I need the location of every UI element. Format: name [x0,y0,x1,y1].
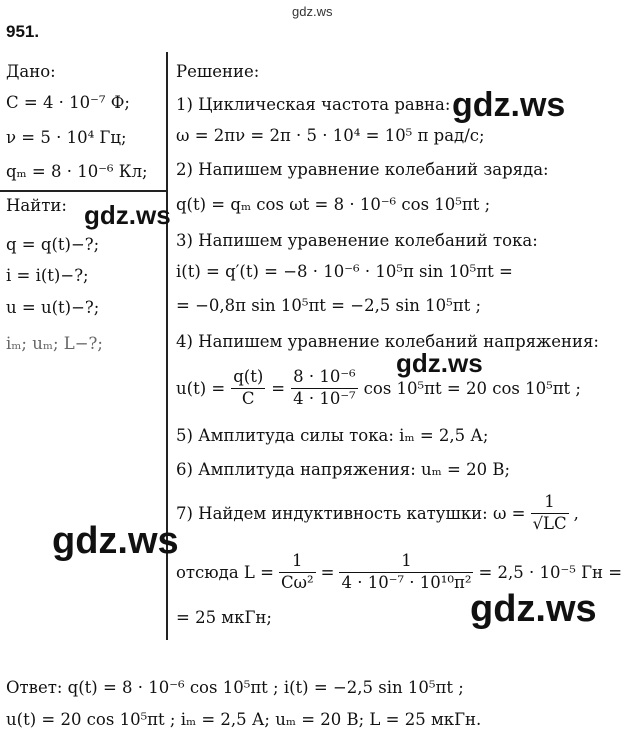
given-find-divider [0,190,166,192]
equals-sign: = [271,378,286,398]
step-7 [176,492,579,534]
solution-header: Решение: [176,62,260,81]
step-7-text: 7) Найдем индуктивность катушки: ω = [176,503,526,523]
find-line: q = q(t)−?; [6,235,100,254]
find-line: u = u(t)−?; [6,298,100,317]
given-line: C = 4 · 10⁻⁷ Ф; [6,93,130,112]
answer-line-2: u(t) = 20 cos 10⁵πt ; iₘ = 2,5 А; uₘ = 20 В; L = 25 мкГн. [6,710,482,729]
fraction-numerator: q(t) [231,367,265,389]
given-header: Дано: [6,62,56,81]
step-8-rest: = 2,5 · 10⁻⁵ Гн = [478,562,623,582]
step-4-rest: cos 10⁵πt = 20 cos 10⁵πt ; [363,378,581,398]
given-line: qₘ = 8 · 10⁻⁶ Кл; [6,162,148,181]
fraction-numerator: 8 · 10⁻⁶ [291,367,358,389]
fraction-values [291,367,358,409]
step-3: 3) Напишем уравенение колебаний тока: [176,231,538,250]
comma: , [573,503,579,523]
fraction-denominator: √LC [532,513,567,533]
step-4-lhs: u(t) = [176,378,226,398]
step-8-result: = 25 мкГн; [176,608,272,627]
step-2-equation: q(t) = qₘ cos ωt = 8 · 10⁻⁶ cos 10⁵πt ; [176,195,491,214]
step-4-equation [176,367,581,409]
watermark: gdz.ws [84,200,171,230]
fraction-numerator: 1 [531,492,569,514]
site-label: gdz.ws [292,4,333,19]
fraction-one-over-c-omega [279,551,316,593]
step-6: 6) Амплитуда напряжения: uₘ = 20 В; [176,460,511,479]
fraction-q-over-c [231,367,265,409]
problem-number: 951. [6,22,40,41]
answer-line-1: Ответ: q(t) = 8 · 10⁻⁶ cos 10⁵πt ; i(t) = −2,5 sin 10⁵πt ; [6,678,464,697]
step-5: 5) Амплитуда силы тока: iₘ = 2,5 А; [176,426,489,445]
step-1: 1) Циклическая частота равна: [176,95,451,114]
watermark: gdz.ws [452,86,566,124]
fraction-denominator: C [241,388,255,408]
fraction-one-over-sqrt-lc [531,492,569,534]
fraction-numerator: 1 [279,551,316,573]
step-4: 4) Напишем уравнение колебаний напряжения: [176,332,599,351]
step-1-equation: ω = 2πν = 2π · 5 · 10⁴ = 10⁵ π рад/с; [176,126,485,145]
given-line: ν = 5 · 10⁴ Гц; [6,128,127,147]
fraction-denominator: 4 · 10⁻⁷ [293,388,356,408]
step-8-lhs: отсюда L = [176,562,274,582]
equals-sign: = [320,562,335,582]
step-3-equation-1: i(t) = q′(t) = −8 · 10⁻⁶ · 10⁵π sin 10⁵πt = [176,262,513,281]
step-3-equation-2: = −0,8π sin 10⁵πt = −2,5 sin 10⁵πt ; [176,296,482,315]
fraction-denominator: 4 · 10⁻⁷ · 10¹⁰π² [341,572,472,592]
find-line: i = i(t)−?; [6,266,89,285]
fraction-denominator: Cω² [280,572,314,592]
fraction-numerator: 1 [339,551,473,573]
step-8-equation [176,551,622,593]
watermark: gdz.ws [396,348,483,378]
fraction-values [339,551,473,593]
watermark: gdz.ws [470,588,597,630]
watermark: gdz.ws [52,520,179,562]
find-header: Найти: [6,196,67,215]
step-2: 2) Напишем уравнение колебаний заряда: [176,160,549,179]
find-line: iₘ; uₘ; L−?; [6,334,103,353]
